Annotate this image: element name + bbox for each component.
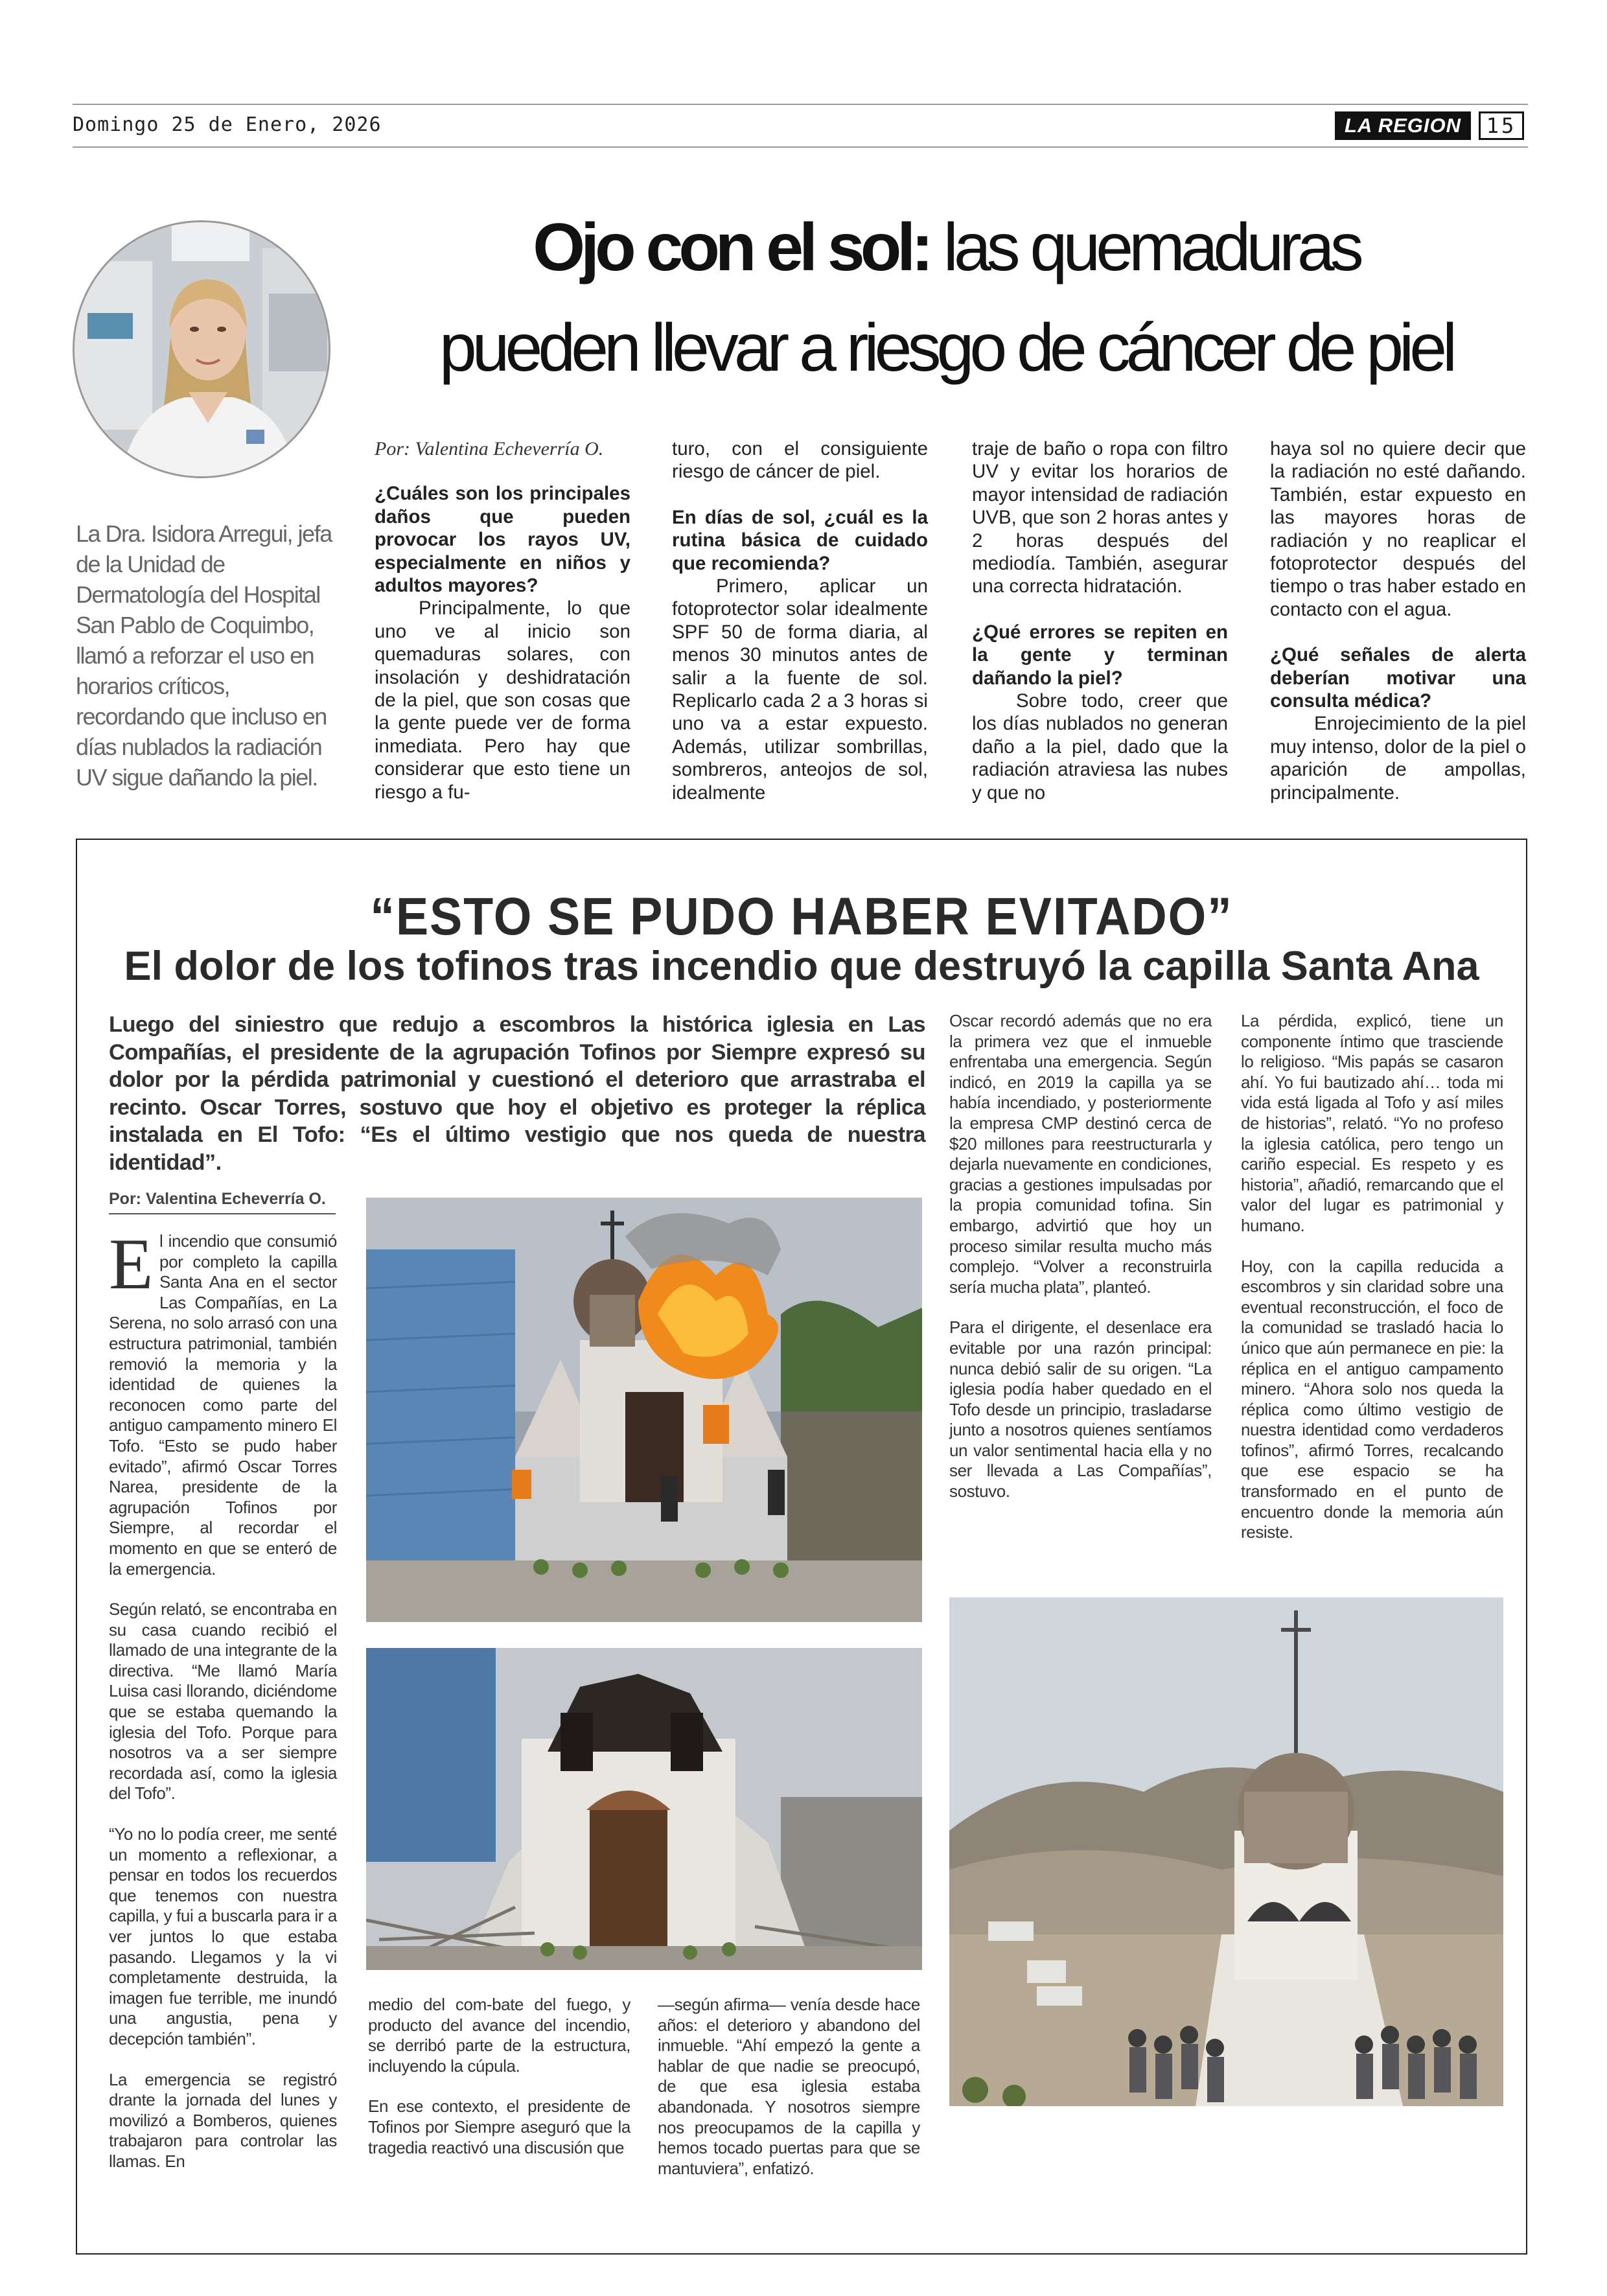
article1-column-2 bbox=[672, 437, 928, 804]
paragraph-3: “Yo no lo podía creer, me senté un momento a reflexionar, a pensar en todos los recuerdos que tenemos con nuestra capilla, y fui a buscarla para ir a ver juntos lo que estaba pasando. Llegamos y la vi completamente destruida, la imagen fue terrible, me inundó una angustia, pena y decepción también”. bbox=[109, 1824, 337, 2048]
paragraph-1-text: l incendio que consumió por completo la capilla Santa Ana en el sector Las Compañías, en La Serena, no solo arrasó con una estructura patrimonial, también removió la memoria y la identidad de quienes la reconocen como parte del antiguo campamento minero El Tofo. “Esto se pudo haber evitado”, afirmó Oscar Torres Narea, presidente de la agrupación Tofinos por Siempre, al recordar el momento en que se enteró de la emergencia. bbox=[109, 1231, 337, 1579]
doctor-portrait-image bbox=[75, 222, 330, 478]
issue-date: Domingo 25 de Enero, 2026 bbox=[73, 113, 382, 136]
answer-3-part-1: Sobre todo, creer que los días nublados no generan daño a la piel, dado que la radiación atraviesa las nubes y que no bbox=[972, 690, 1228, 804]
question-1: ¿Cuáles son los principales daños que pueden provocar los rayos UV, especialmente en niños y adultos mayores? bbox=[375, 483, 630, 597]
answer-2-part-2: traje de baño o ropa con filtro UV y evitar los horarios de mayor intensidad de radiación UVB, que son 2 horas antes y 2 horas después del mediodía. También, asegurar una correcta hidratación. bbox=[972, 438, 1228, 597]
article2-kicker: “ESTO SE PUDO HABER EVITADO” bbox=[370, 887, 1233, 946]
article2-headline: El dolor de los tofinos tras incendio que destruyó la capilla Santa Ana bbox=[124, 944, 1479, 989]
question-3: ¿Qué errores se repiten en la gente y terminan dañando la piel? bbox=[972, 621, 1228, 689]
article1-column-3 bbox=[972, 437, 1228, 804]
photo-burned-church bbox=[366, 1648, 922, 1970]
answer-1-part-1: Principalmente, lo que uno ve al inicio son quemaduras solares, con insolación y deshidratación de la piel, que son cosas que la gente puede ver de forma inmediata. Pero hay que considerar que esto tiene un riesgo a fu- bbox=[375, 597, 630, 803]
header-rule-bottom bbox=[73, 146, 1528, 148]
paragraph-7: —según afirma— venía desde hace años: el deterioro y abandono del inmueble. “Ahí empezó la gente a hablar de que nadie se preocupó, de que esa iglesia estaba abandonada. Y nosotros siempre nos preocupamos de la capilla y hemos tocado puertas para que se mantuviera”, enfatizó. bbox=[658, 1995, 920, 2178]
article1-byline: Por: Valentina Echeverría O. bbox=[375, 438, 604, 459]
article1-headline-line2: pueden llevar a riesgo de cáncer de piel bbox=[439, 310, 1453, 386]
newspaper-logo: LA REGION bbox=[1335, 111, 1471, 140]
portrait-caption: La Dra. Isidora Arregui, jefa de la Unidad de Dermatología del Hospital San Pablo de Coquimbo, llamó a reforzar el uso en horarios críticos, recordando que incluso en días nublados la radiación UV sigue dañando la piel. bbox=[76, 520, 332, 791]
photo-church-fire-image bbox=[366, 1198, 922, 1622]
paragraph-1 bbox=[109, 1224, 337, 1579]
paragraph-5: medio del com-bate del fuego, y producto del avance del incendio, se derribó parte de la estructura, incluyendo la cúpula. bbox=[368, 1995, 630, 2076]
question-2: En días de sol, ¿cuál es la rutina básica de cuidado que recomienda? bbox=[672, 506, 928, 574]
paragraph-8: Oscar recordó además que no era la primera vez que el inmueble enfrentaba una emergencia. Según indicó, en 2019 la capilla ya se había incendiado, y posteriormente la empresa CMP destinó cerca de $20 millones para reestructurarla y dejarla nuevamente en condiciones, gracias a gestiones impulsadas por la propia comunidad tofina. Sin embargo, advirtió que hoy un proceso similar resulta mucho más complejo. “Volver a reconstruirla sería mucha plata”, planteó. bbox=[949, 1011, 1212, 1297]
answer-2-part-1: Primero, aplicar un fotoprotector solar idealmente SPF 50 de forma diaria, al menos 30 minutos antes de salir a la fuente de sol. Replicarlo cada 2 a 3 horas si uno va a estar expuesto. Además, utilizar sombrillas, sombreros, anteojos de sol, idealmente bbox=[672, 575, 928, 804]
article1-column-1 bbox=[375, 437, 630, 804]
photo-replica-church bbox=[949, 1597, 1503, 2106]
article2-column-1 bbox=[109, 1224, 337, 2192]
article1-column-4 bbox=[1270, 437, 1526, 804]
article2-column-2 bbox=[368, 1995, 630, 2178]
paragraph-2: Según relató, se encontraba en su casa cuando recibió el llamado de una integrante de la directiva. “Me llamó María Luisa casi llorando, diciéndome que se estaba quemando la iglesia del Tofo. Porque para nosotros va a ser siempre recordada así, como la iglesia del Tofo”. bbox=[109, 1599, 337, 1803]
question-4: ¿Qué señales de alerta deberían motivar una consulta médica? bbox=[1270, 644, 1526, 712]
paragraph-10: La pérdida, explicó, tiene un componente íntimo que trasciende lo religioso. “Mis papás se casaron ahí. Yo fui bautizado ahí… toda mi vida está ligada al Tofo y así miles de historias”, relató. “Yo no profeso la iglesia católica, pero tengo un cariño especial. Es respeto y es historia”, añadió, remarcando que el valor del lugar es patrimonial y humano. bbox=[1241, 1011, 1503, 1235]
article2-column-4 bbox=[949, 1011, 1212, 1522]
photo-church-fire bbox=[366, 1198, 922, 1622]
answer-4: Enrojecimiento de la piel muy intenso, dolor de la piel o aparición de ampollas, principalmente. bbox=[1270, 713, 1526, 804]
article2-lead: Luego del siniestro que redujo a escombros la histórica iglesia en Las Compañías, el presidente de la agrupación Tofinos por Siempre expresó su dolor por la pérdida patrimonial y cuestionó el deterioro que arrastraba el recinto. Oscar Torres, sostuvo que hoy el objetivo es proteger la réplica instalada en El Tofo: “Es el último vestigio que nos queda de nuestra identidad”. bbox=[109, 1012, 925, 1175]
photo-replica-church-image bbox=[949, 1597, 1503, 2106]
drop-cap: E bbox=[109, 1224, 154, 1305]
doctor-portrait bbox=[73, 220, 330, 478]
article2-column-3 bbox=[658, 1995, 920, 2199]
paragraph-6: En ese contexto, el presidente de Tofinos por Siempre aseguró que la tragedia reactivó una discusión que bbox=[368, 2096, 630, 2157]
header-rule-top bbox=[73, 104, 1528, 105]
article2-column-5 bbox=[1241, 1011, 1503, 1563]
headline-rest-part: las quemaduras bbox=[929, 210, 1359, 285]
paragraph-9: Para el dirigente, el desenlace era evitable por una razón principal: nunca debió salir de su origen. “La iglesia podía haber quedado en el Tofo desde un principio, trasladarse junto a nosotros quienes sentíamos un valor sentimental hacia ella y no ser llevada a Las Compañías”, sostuvo. bbox=[949, 1317, 1212, 1502]
answer-1-part-2: turo, con el consiguiente riesgo de cáncer de piel. bbox=[672, 438, 928, 483]
byline-rule bbox=[109, 1213, 336, 1214]
article1-headline-line1 bbox=[363, 210, 1529, 285]
article2-byline: Por: Valentina Echeverría O. bbox=[109, 1190, 326, 1208]
page-number: 15 bbox=[1479, 111, 1524, 140]
photo-burned-church-image bbox=[366, 1648, 922, 1970]
paragraph-11: Hoy, con la capilla reducida a escombros y sin claridad sobre una eventual reconstrucción, el foco de la comunidad se trasladó hacia lo único que aún permanece en pie: la réplica en el antiguo campamento minero. “Ahora solo nos queda la réplica como último vestigio de nuestra identidad como verdaderos tofinos”, afirmó Torres, recalcando que ese espacio se ha transformado en el punto de encuentro donde la memoria aún resiste. bbox=[1241, 1256, 1503, 1542]
answer-3-part-2: haya sol no quiere decir que la radiación no esté dañando. También, estar expuesto en las mayores horas de radiación y no reaplicar el fotoprotector después del tiempo o tras haber estado en contacto con el agua. bbox=[1270, 438, 1526, 620]
headline-bold-part: Ojo con el sol: bbox=[533, 210, 929, 285]
paragraph-4: La emergencia se registró drante la jornada del lunes y movilizó a Bomberos, quienes trabajaron para controlar las llamas. En bbox=[109, 2069, 337, 2171]
